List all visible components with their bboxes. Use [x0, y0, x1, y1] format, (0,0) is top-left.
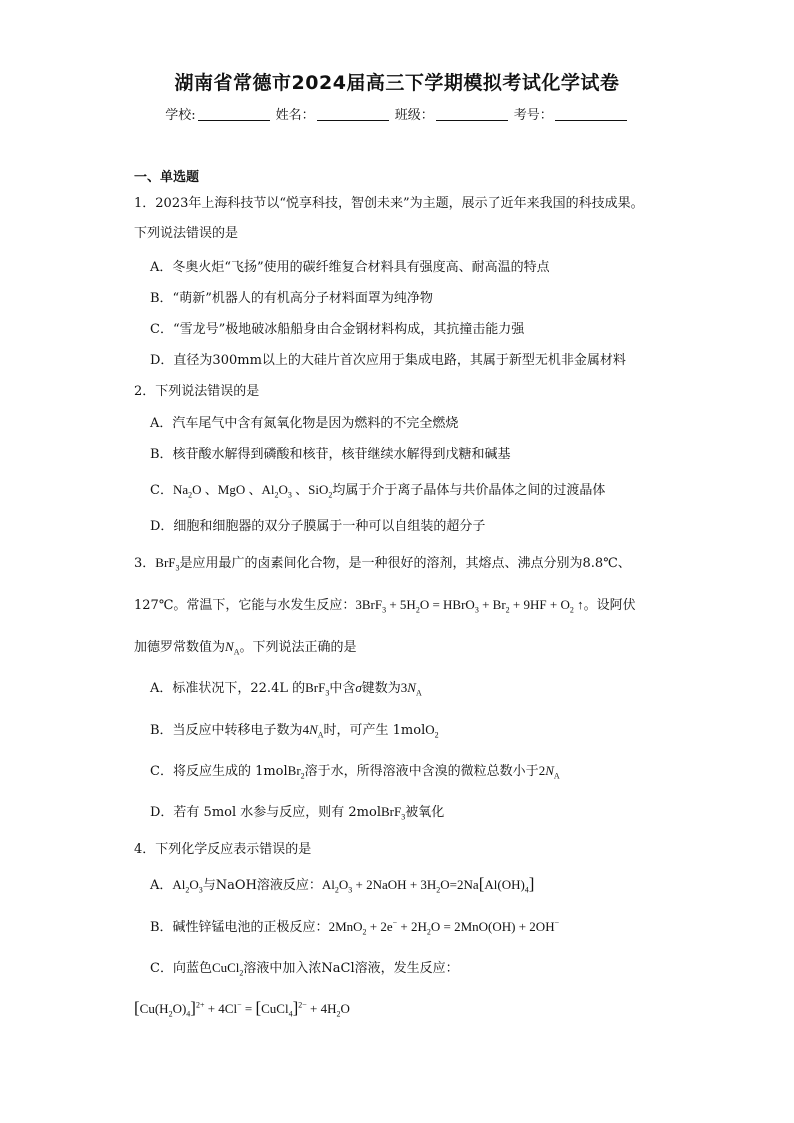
- q4-option-a: A．$Al_2O_3$与NaOH溶液反应：$Al_2O_3$ + 2NaOH + $3H_2O=2Na[Al(OH)_4]$: [150, 874, 535, 895]
- q3-option-b: B．当反应中转移电子数为$4N_A$时，可产生 1molO$_2$: [150, 722, 439, 740]
- school-label: 学校:: [165, 108, 196, 123]
- q3-stem-line3: 加德罗常数值为$N_A$。下列说法正确的是: [134, 639, 357, 657]
- q3-stem-line1: 3．BrF$_3$是应用最广的卤素间化合物，是一种很好的溶剂，其熔点、沸点分别为8.8℃、: [134, 555, 631, 573]
- q2-stem: 2．下列说法错误的是: [134, 384, 260, 399]
- q2-option-c: C．$Na_2O$ 、MgO 、$Al_2O_3$ 、SiO$_2$均属于介于离子晶体与共价晶体之间的过渡晶体: [150, 482, 606, 500]
- q1-stem-line2: 下列说法错误的是: [134, 226, 239, 241]
- q3-option-c: C．将反应生成的 1molBr$_2$溶于水，所得溶液中含溴的微粒总数小于$2N_A$: [150, 763, 560, 781]
- class-blank: [436, 108, 508, 121]
- school-blank: [198, 108, 270, 121]
- q4-option-c-equation: $[Cu(H_2O)_4]^{2+} + 4Cl^-$ = [CuCl$_4$]$^{2-}$ + $4H_2O$: [134, 998, 350, 1019]
- q3-formula-brf3: BrF$_3$: [155, 555, 180, 573]
- name-blank: [317, 108, 389, 121]
- page-title: 湖南省常德市2024届高三下学期模拟考试化学试卷: [174, 72, 620, 94]
- q1-stem-line1: 1．2023年上海科技节以“悦享科技，智创未来”为主题，展示了近年来我国的科技成果。: [134, 196, 644, 211]
- section-heading: 一、单选题: [134, 170, 200, 185]
- q2-c-formulas: $Na_2O$ 、MgO 、$Al_2O_3$ 、SiO$_2$: [172, 482, 333, 500]
- q2-option-b: B．核苷酸水解得到磷酸和核苷，核苷继续水解得到戊糖和碱基: [150, 447, 511, 462]
- q3-option-d: D．若有 5mol 水参与反应，则有 2molBrF$_3$被氧化: [150, 804, 445, 822]
- q2-option-d: D．细胞和细胞器的双分子膜属于一种可以自组装的超分子: [150, 519, 486, 534]
- name-label: 姓名：: [275, 108, 315, 123]
- exam-no-blank: [555, 108, 627, 121]
- q4-option-c: C．向蓝色CuCl$_2$溶液中加入浓NaCl溶液，发生反应：: [150, 960, 459, 978]
- q1-option-a: A．冬奥火炬“飞扬”使用的碳纤维复合材料具有强度高、耐高温的特点: [150, 260, 550, 275]
- q3-reaction-equation: $3BrF_3 + 5H_2O$ = HBrO$_3$ + $Br_2 + 9HF + O_2$ ↑: [355, 597, 584, 615]
- student-info-line: [0, 104, 794, 123]
- q2-option-a: A．汽车尾气中含有氮氧化物是因为燃料的不完全燃烧: [150, 416, 459, 431]
- class-label: 班级：: [394, 108, 434, 123]
- q3-stem-line2: 127℃。常温下，它能与水发生反应：$3BrF_3 + 5H_2O$ = HBrO$_3$ + $Br_2 + 9HF + O_2$ ↑。设阿伏: [134, 597, 636, 615]
- q3-na-symbol: $N_A$: [225, 639, 240, 657]
- q1-option-c: C．“雪龙号”极地破冰船船身由合金钢材料构成，其抗撞击能力强: [150, 322, 525, 337]
- q4-option-b: B．碱性锌锰电池的正极反应：$2MnO_2 + 2e^- + 2H_2O = 2MnO(OH) + 2OH^-$: [150, 918, 560, 937]
- q1-option-b: B．“萌新”机器人的有机高分子材料面罩为纯净物: [150, 291, 433, 306]
- exam-no-label: 考号：: [513, 108, 553, 123]
- q1-option-d: D．直径为300mm以上的大硅片首次应用于集成电路，其属于新型无机非金属材料: [150, 353, 626, 368]
- q3-option-a: A．标准状况下，22.4L 的BrF$_3$中含σ键数为$3N_A$: [150, 680, 422, 698]
- q4-stem: 4．下列化学反应表示错误的是: [134, 842, 312, 857]
